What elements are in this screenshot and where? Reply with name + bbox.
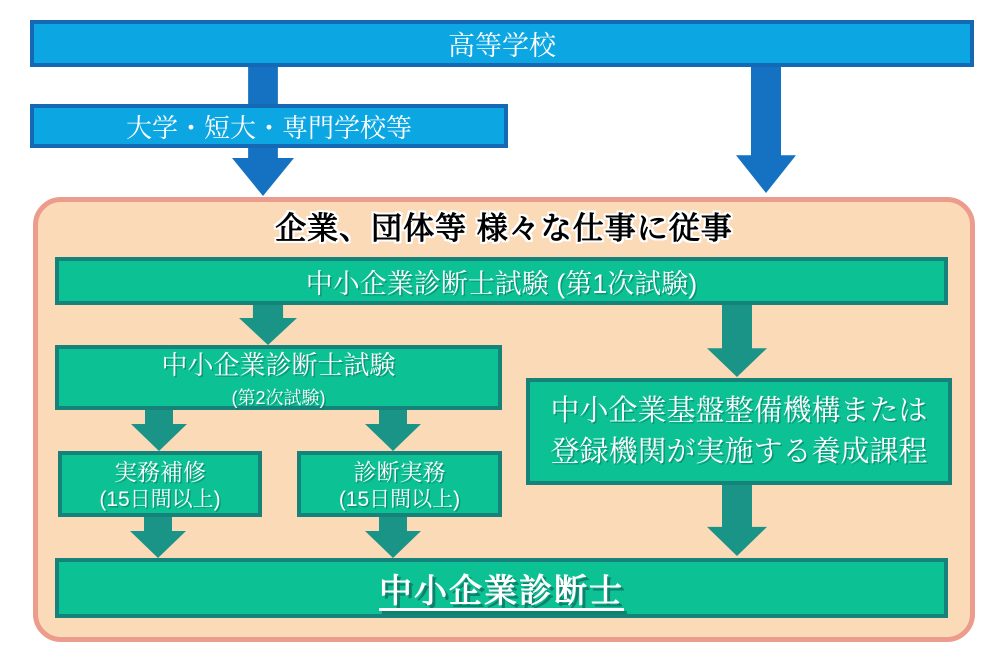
exam2-line1: 中小企業診断士試験	[161, 350, 396, 380]
employment-title: 企業、団体等 様々な仕事に従事	[275, 211, 733, 246]
diagnostic-practice-line1: 診断実務	[353, 459, 446, 486]
training-course-line2: 登録機関が実施する養成課程	[550, 435, 928, 468]
consultant-label: 中小企業診断士	[379, 571, 624, 609]
node-diagnostic-practice	[297, 451, 502, 517]
training-course-line1: 中小企業基盤整備機構または	[550, 395, 928, 428]
node-university	[30, 104, 508, 148]
node-exam2	[55, 345, 502, 410]
node-consultant	[55, 558, 948, 618]
node-high-school	[30, 20, 974, 67]
node-exam1	[55, 257, 948, 305]
university-label: 大学・短大・専門学校等	[125, 112, 412, 143]
high-school-label: 高等学校	[448, 31, 556, 61]
exam2-line2: (第2次試験)	[231, 388, 326, 408]
exam1-label: 中小企業診断士試験 (第1次試験)	[305, 268, 698, 299]
down-arrow-highschool-right-icon	[736, 67, 796, 193]
practical-training-line1: 実務補修	[114, 459, 206, 486]
practical-training-line2: (15日間以上)	[99, 488, 221, 512]
node-practical-training	[58, 451, 262, 517]
node-training-course	[526, 378, 952, 485]
diagnostic-practice-line2: (15日間以上)	[338, 488, 461, 512]
